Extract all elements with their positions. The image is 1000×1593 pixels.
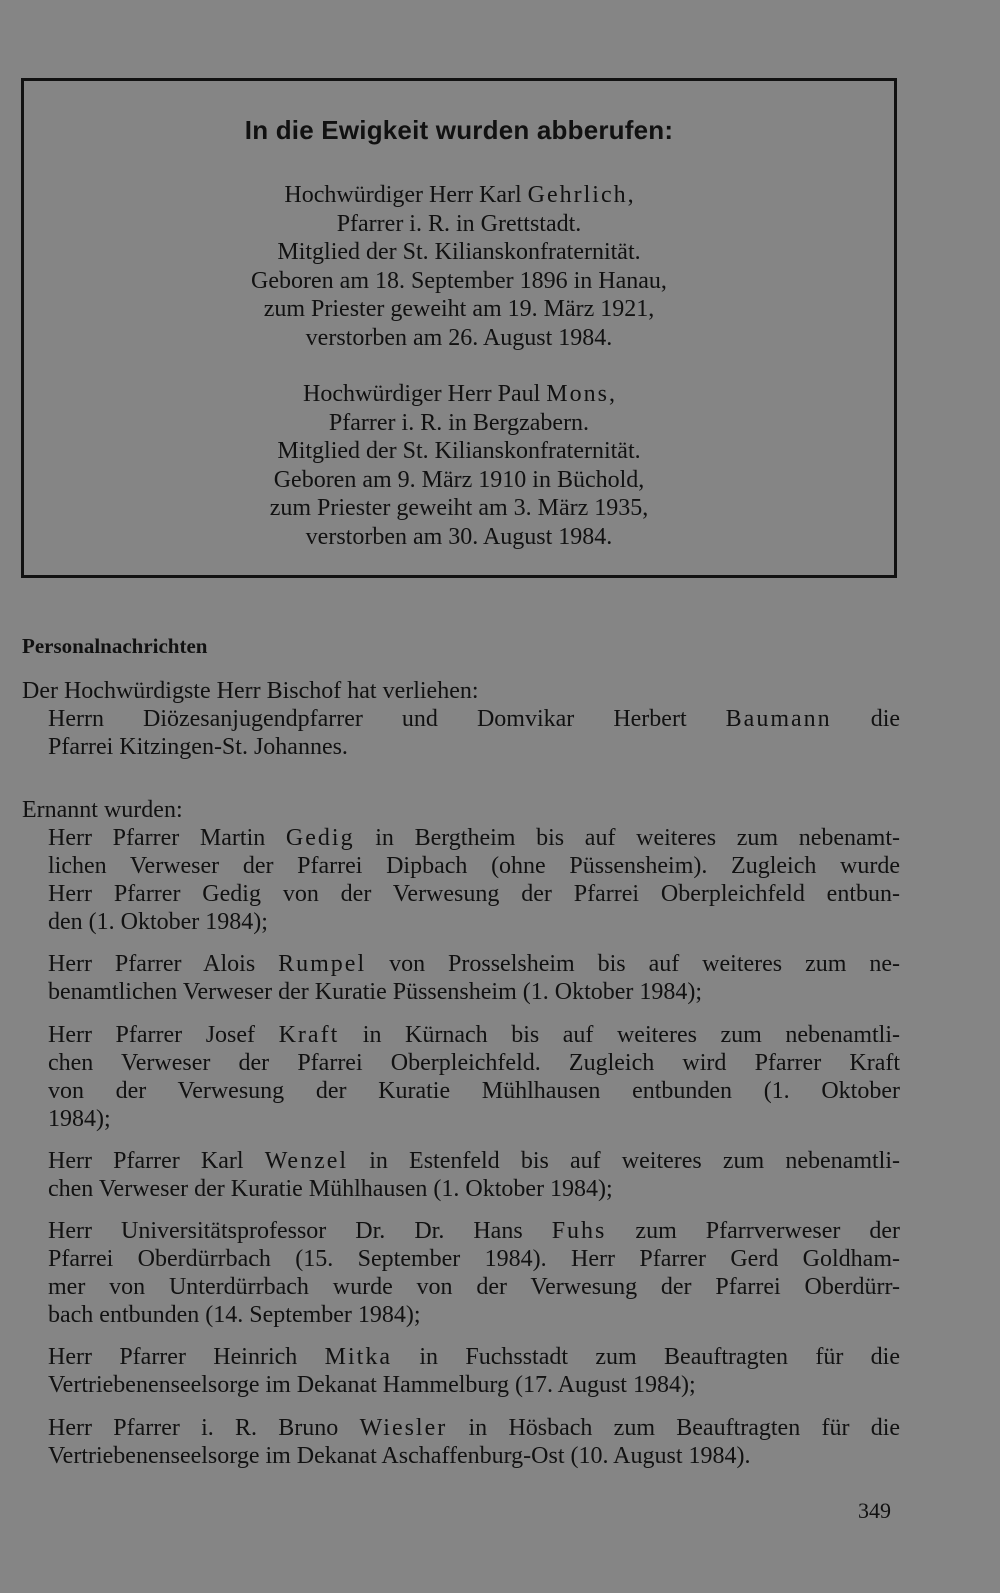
- person-name: Baumann: [725, 706, 832, 732]
- appointment-paragraph: Herr Pfarrer i. R. Bruno Wiesler in Hösbach zum Beauftragten für die Vertriebenenseelsorge im Dekanat Aschaffenburg-Ost (10. August 1984).: [48, 1415, 901, 1469]
- person-name: Rumpel: [278, 951, 367, 977]
- obituary-entry: [24, 181, 894, 353]
- appointment-paragraph: Herr Universitätsprofessor Dr. Dr. Hans Fuhs zum Pfarrverweser der Pfarrei Oberdürrbach (15. September 1984). Herr Pfarrer Gerd Goldham- mer von Unterdürrbach wurde von der Verwesung der Pfarrei Oberdürr- bach entbunden (14. September 1984);: [48, 1218, 901, 1328]
- obituary-title: In die Ewigkeit wurden abberufen:: [244, 115, 674, 145]
- appointment-paragraph: Herr Pfarrer Josef Kraft in Kürnach bis auf weiteres zum nebenamtli- chen Verweser der Pfarrei Oberpleichfeld. Zugleich wird Pfarrer Kraft von der Verwesung der Kuratie Mühlhausen entbunden (1. Oktober 1984);: [48, 1022, 900, 1132]
- person-name: Gedig: [285, 825, 355, 851]
- ernannt-intro: Ernannt wurden:: [22, 797, 183, 823]
- appointment-paragraph: Herr Pfarrer Karl Wenzel in Estenfeld bis auf weiteres zum nebenamtli- chen Verweser der Kuratie Mühlhausen (1. Oktober 1984);: [48, 1148, 900, 1202]
- appointment-paragraph: Herr Pfarrer Martin Gedig in Bergtheim bis auf weiteres zum nebenamt- lichen Verweser der Pfarrei Dipbach (ohne Püssensheim). Zugleich wurde Herr Pfarrer Gedig von der Verwesung der Pfarrei Oberpleichfeld entbun- den (1. Oktober 1984);: [48, 825, 901, 935]
- obituary-line: Mitglied der St. Kilianskonfraternität.: [277, 239, 641, 266]
- obituary-surname: Gehrlich: [527, 182, 628, 208]
- obituary-line: zum Priester geweiht am 3. März 1935,: [269, 495, 649, 522]
- person-name: Mitka: [324, 1344, 392, 1370]
- obituary-line: Geboren am 9. März 1910 in Büchold,: [273, 466, 645, 493]
- obituary-entry: [24, 380, 894, 552]
- obituary-line: zum Priester geweiht am 19. März 1921,: [263, 296, 655, 323]
- person-name: Fuhs: [551, 1218, 607, 1244]
- appointment-paragraph: Herr Pfarrer Alois Rumpel von Prosselsheim bis auf weiteres zum ne- benamtlichen Verweser der Kuratie Püssensheim (1. Oktober 1984);: [48, 951, 901, 1005]
- obituary-surname: Mons: [546, 381, 609, 407]
- obituary-box: [21, 78, 897, 578]
- obituary-line: verstorben am 30. August 1984.: [305, 523, 613, 550]
- obituary-line: verstorben am 26. August 1984.: [305, 324, 613, 351]
- person-name: Wiesler: [359, 1415, 448, 1441]
- obituary-line: Pfarrer i. R. in Bergzabern.: [328, 409, 590, 436]
- appointment-paragraph: Herr Pfarrer Heinrich Mitka in Fuchsstadt zum Beauftragten für die Vertriebenenseelsorge im Dekanat Hammelburg (17. August 1984);: [48, 1344, 901, 1398]
- person-name: Kraft: [278, 1022, 340, 1048]
- obituary-line: Pfarrer i. R. in Grettstadt.: [336, 210, 582, 237]
- page-number: 349: [858, 1498, 891, 1523]
- section-heading: Personalnachrichten: [22, 634, 208, 658]
- person-name: Wenzel: [264, 1148, 349, 1174]
- obituary-name-line: Hochwürdiger Herr Karl Gehrlich,: [284, 182, 634, 208]
- verliehen-paragraph: Herrn Diözesanjugendpfarrer und Domvikar Herbert Baumann die Pfarrei Kitzingen-St. Johannes.: [48, 706, 901, 760]
- verliehen-intro: Der Hochwürdigste Herr Bischof hat verliehen:: [22, 678, 479, 704]
- obituary-line: Geboren am 18. September 1896 in Hanau,: [251, 267, 667, 294]
- obituary-line: Mitglied der St. Kilianskonfraternität.: [277, 438, 641, 465]
- obituary-name-line: Hochwürdiger Herr Paul Mons,: [303, 381, 615, 407]
